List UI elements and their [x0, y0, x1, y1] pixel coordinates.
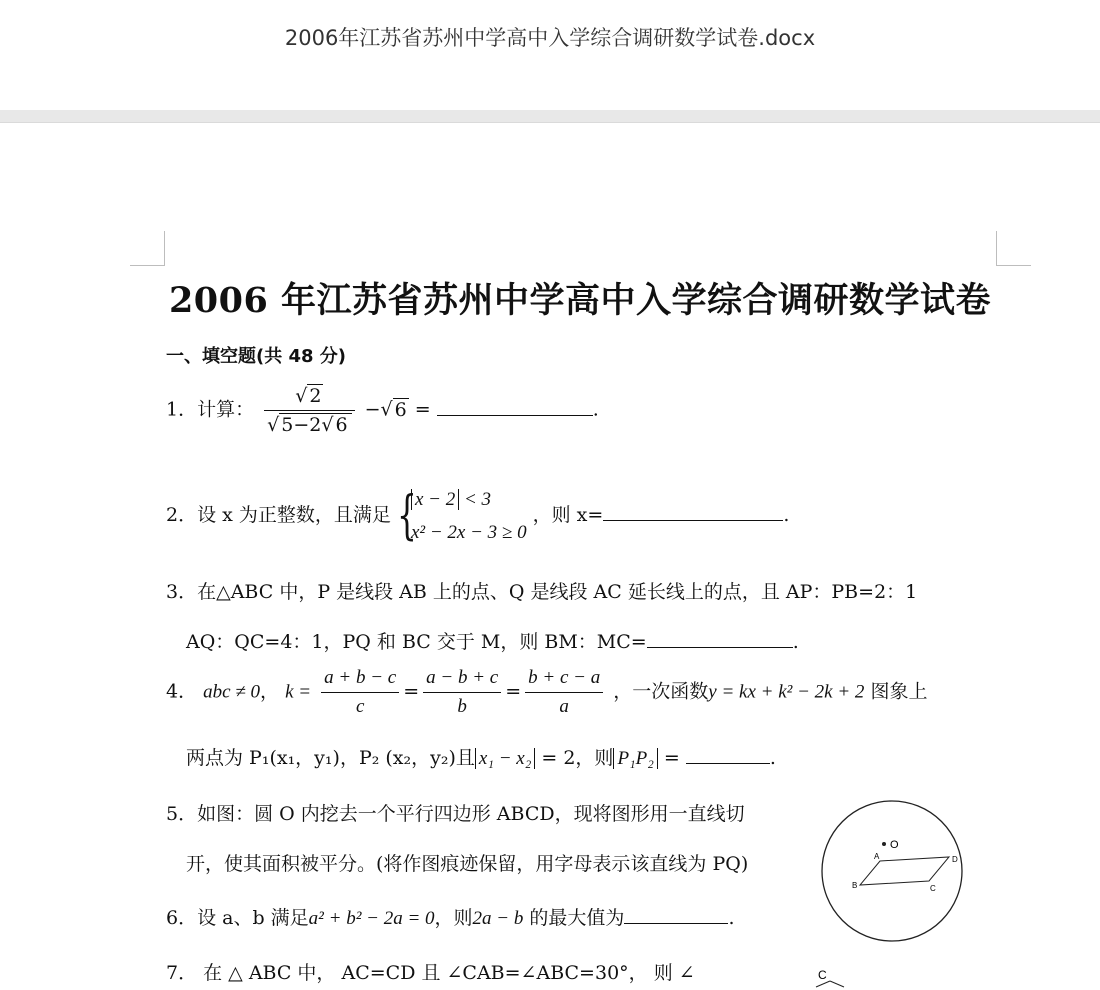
page-corner-mark-left	[130, 231, 165, 266]
question-7: 7． 在 △ ABC 中， AC=CD 且 ∠CAB=∠ABC=30°， 则 ∠	[166, 962, 695, 984]
q1-denominator: √ 5−2√ 6	[264, 411, 354, 436]
toolbar-separator	[0, 110, 1100, 123]
question-5-line-2: 开，使其面积被平分。(将作图痕迹保留，用字母表示该直线为 PQ)	[186, 853, 749, 875]
circle-parallelogram-figure	[814, 799, 974, 949]
q1-prefix: 1．计算：	[166, 398, 255, 421]
question-4-line-2: 两点为 P₁(x₁，y₁)，P₂ (x₂，y₂)且 x₁ − x₂ = 2，则 P₁P₂ = .	[186, 747, 776, 769]
label-b: B	[852, 881, 858, 890]
q6-answer-blank	[624, 905, 728, 924]
label-a: A	[874, 852, 880, 861]
question-1: 1．计算： $\frac{√ 2}{√ 5-2√ 6}$ −√ 6 = .	[166, 385, 599, 436]
section-heading: 一、填空题(共 48 分)	[166, 346, 347, 367]
q2-prefix: 2．设 x 为正整数，且满足	[166, 504, 391, 526]
document-page[interactable]	[0, 123, 1100, 990]
page-corner-mark-right	[996, 231, 1031, 266]
document-filename: 2006年江苏省苏州中学高中入学综合调研数学试卷.docx	[284, 26, 816, 50]
q4-answer-blank	[686, 745, 770, 764]
label-c-bottom: C	[818, 968, 827, 982]
question-2: 2．设 x 为正整数，且满足 { x − 2 < 3 x² − 2x − 3 ≥ 0 ，则 x= .	[166, 483, 789, 549]
question-5-line-1: 5．如图：圆 O 内挖去一个平行四边形 ABCD，现将图形用一直线切	[166, 803, 745, 825]
label-d: D	[952, 855, 958, 864]
q1-fraction	[264, 385, 354, 436]
q2-answer-blank	[603, 502, 783, 521]
document-title: 2006 年江苏省苏州中学高中入学综合调研数学试卷	[168, 280, 992, 321]
title-bar	[0, 0, 1100, 110]
question-3-line-2: AQ：QC=4：1，PQ 和 BC 交于 M，则 BM：MC= .	[186, 631, 799, 653]
q1-answer-blank	[437, 397, 593, 416]
brace-icon: {	[396, 486, 417, 546]
q1-numerator: √ 2	[264, 385, 354, 411]
q2-system: { x − 2 < 3 x² − 2x − 3 ≥ 0	[397, 483, 527, 549]
q3-answer-blank	[647, 629, 793, 648]
question-6: 6．设 a、b 满足a² + b² − 2a = 0，则2a − b 的最大值为 .	[166, 907, 735, 929]
label-o: O	[890, 839, 899, 851]
partial-figure-bottom	[812, 963, 852, 990]
question-4-line-1: 4． abc ≠ 0， k = $\frac{a + b - c}{c}$ = $\frac{a - b + c}{b}$ = $\frac{b + c - a}{a}$ ，一次函数y = kx + k² − 2k + 2 图象上	[166, 667, 928, 717]
label-c: C	[930, 884, 936, 893]
question-3-line-1: 3．在△ABC 中，P 是线段 AB 上的点、Q 是线段 AC 延长线上的点，且 AP：PB=2：1	[166, 581, 918, 603]
